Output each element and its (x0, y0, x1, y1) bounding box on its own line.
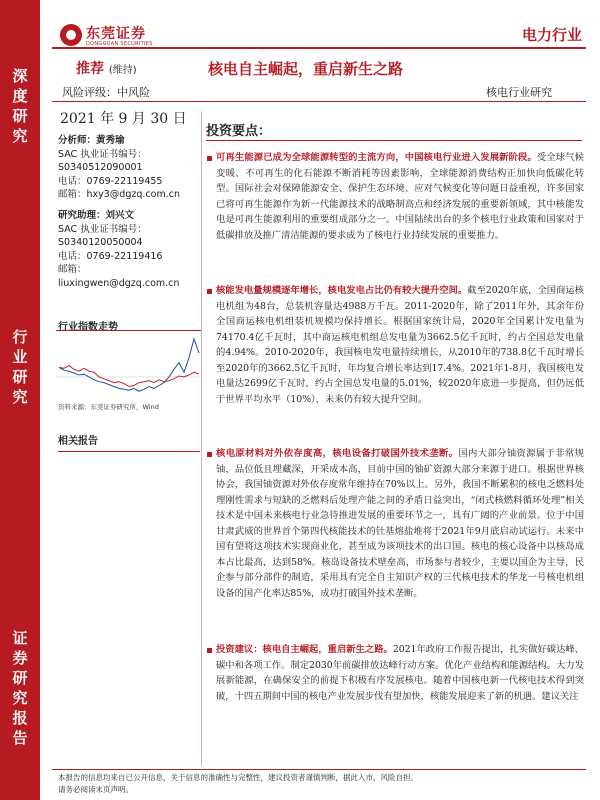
analyst-name: 研究助理：刘兴文 (58, 210, 135, 221)
key-points-divider (206, 140, 582, 141)
logo-name: 东莞证券 (86, 26, 146, 42)
key-point-lead: 核能发电量规模逐年增长，核电发电占比仍有较大提升空间。 (216, 285, 468, 296)
rating-note: (维持) (108, 65, 137, 76)
disclaimer-line: 本报告的信息均来自已公开信息，关于信息的准确性与完整性，建议投资者谨慎判断，据此入市，风险自担。 (58, 773, 418, 782)
key-point-lead: 投资建议：核电自主崛起，重启新生之路。 (216, 644, 393, 655)
bullet-icon (207, 648, 212, 653)
key-point-3 (216, 446, 584, 601)
logo-subtitle: DONGGUAN SECURITIES (86, 41, 153, 47)
bullet-icon (207, 289, 212, 294)
footer-divider (52, 769, 586, 770)
rating-value: 推荐 (76, 61, 104, 77)
index-chart-svg (56, 331, 202, 399)
cert-number: S0340512090001 (58, 162, 143, 173)
related-reports-heading: 相关报告 (58, 432, 200, 452)
chart-series-line-2 (59, 366, 199, 387)
analyst-1 (58, 134, 194, 202)
cert-label: SAC 执业证书编号： (58, 223, 147, 235)
key-point-text: 国内大部分铀资源属于非常规铀，品位低且埋藏深，开采成本高，目前中国的铀矿资源大部分来源于进口。根据世界核协会，我国铀资源对外依存度常年维持在70%以上。另外，我国不断累积的核电乏燃料处理刚性需求与短缺的乏燃料后处理产能之间的矛盾日益突出，“闭式核燃料循环处理”相关技术是中国未来核电行业急待推进发展的重要环节之一，具有广阔的产业前景。位于中国甘肃武威的世界首个第四代核能技术的钍基熔盐堆将于2021年9月底启动试运行。未来中国有望将这项技术实现商业化，甚至成为该项技术的出口国。核电的核心设备中以核岛成本占比最高，达到58%。核岛设备技术壁垒高，市场参与者较少，主要以国企为主导，民企参与部分部件的制造，采用具有完全自主知识产权的三代核电技术的华龙一号核电机组设备的国产化率达85%，成功打破国外技术垄断。 (216, 448, 584, 599)
sidebar (0, 0, 40, 800)
side-label-industry-research: 行 业 研 究 (12, 328, 28, 406)
report-title: 核电自主崛起，重启新生之路 (208, 60, 404, 78)
industry-label: 电力行业 (521, 26, 582, 44)
analyst-phone: 电话：0769-22119455 (58, 175, 163, 187)
subheader-divider (52, 101, 586, 102)
chart-title: 行业指数走势 (58, 322, 118, 333)
analyst-name: 分析师：黄秀瑜 (58, 135, 125, 146)
rating (76, 58, 137, 78)
disclaimer (58, 772, 588, 796)
key-point-2 (216, 283, 584, 407)
key-point-text: 2021年政府工作报告提出，扎实做好碳达峰、碳中和各项工作。制定2030年前碳排放达峰行动方案。优化产业结构和能源结构。大力发展新能源，在确保安全的前提下积极有序发展核电。随着中国核电新一代核电技术得到突破，十四五期间中国的核电产业发展步伐有望加快，核能发展迎来了新的机遇。建议关注 (216, 644, 584, 702)
cert-label: SAC 执业证书编号： (58, 148, 147, 160)
analyst-phone: 电话：0769-22119416 (58, 250, 163, 262)
index-chart (56, 330, 202, 399)
report-date: 2021 年 9 月 30 日 (60, 111, 187, 127)
chart-series-line-1 (59, 339, 199, 391)
key-point-text: 截至2020年底，全国商运核电机组为48台，总装机容量达4988万千瓦。2011-2020年，除了2011年外，其余年份全国商运核电机组装机规模均保持增长。根据国家统计局，2020年全国累计发电量为74170.4亿千瓦时，其中商运核电机组总发电量为3662.5亿千瓦时，约占全国总发电量的4.94%。2010-2020年，我国核电发电量持续增长，从2010年的738.8亿千瓦时增长至2020年的3662.5亿千瓦时，年均复合增长率达到17.4%。2021年1-8月，我国核电发电量达2699亿千瓦时，约占全国总发电量的5.01%，较2020年底进一步提高，但仍远低于世界平均水平（10%），未来仍有较大提升空间。 (216, 285, 584, 405)
cert-number: S0340120050004 (58, 237, 143, 248)
side-label-deep-research: 深 度 研 究 (12, 67, 28, 145)
key-point-4 (216, 642, 584, 704)
research-type: 核电行业研究 (486, 86, 552, 99)
key-point-lead: 核电原材料对外依存度高，核电设备打破国外技术垄断。 (216, 448, 459, 459)
analyst-2 (58, 209, 194, 290)
key-point-1 (216, 150, 584, 243)
bullet-icon (207, 156, 212, 161)
analyst-email: 邮箱：liuxingwen@dgzq.com.cn (58, 264, 180, 289)
analyst-email: 邮箱：hxy3@dgzq.com.cn (58, 189, 180, 200)
key-points-heading: 投资要点： (206, 124, 272, 139)
logo-icon (60, 24, 82, 46)
key-point-lead: 可再生能源已成为全球能源转型的主流方向，中国核电行业进入发展新阶段。 (216, 152, 537, 163)
side-label-securities-report: 证 券 研 究 报 告 (12, 629, 28, 747)
chart-source: 资料来源：东莞证券研究所，Wind (58, 403, 159, 411)
bullet-icon (207, 452, 212, 457)
risk-level: 风险评级：中风险 (62, 86, 150, 99)
key-point-text: 受全球气候变暖、不可再生的化石能源不断消耗等因素影响，全球能源消费结构正加快向低碳化转型。国际社会对保障能源安全、保护生态环境、应对气候变化等问题日益重视，许多国家已将可再生能源作为新一代能源技术的战略制高点和经济发展的重要新领域，其中核能发电是可再生能源利用的重要组成部分之一。中国陆续出台的多个核电行业政策和国家对于低碳排放及推广清洁能源的要求成为了核电行业持续发展的重要推力。 (216, 152, 584, 241)
column-divider (201, 111, 202, 766)
disclaimer-line: 请务必阅读末页声明。 (58, 785, 133, 794)
header-divider (52, 47, 586, 49)
